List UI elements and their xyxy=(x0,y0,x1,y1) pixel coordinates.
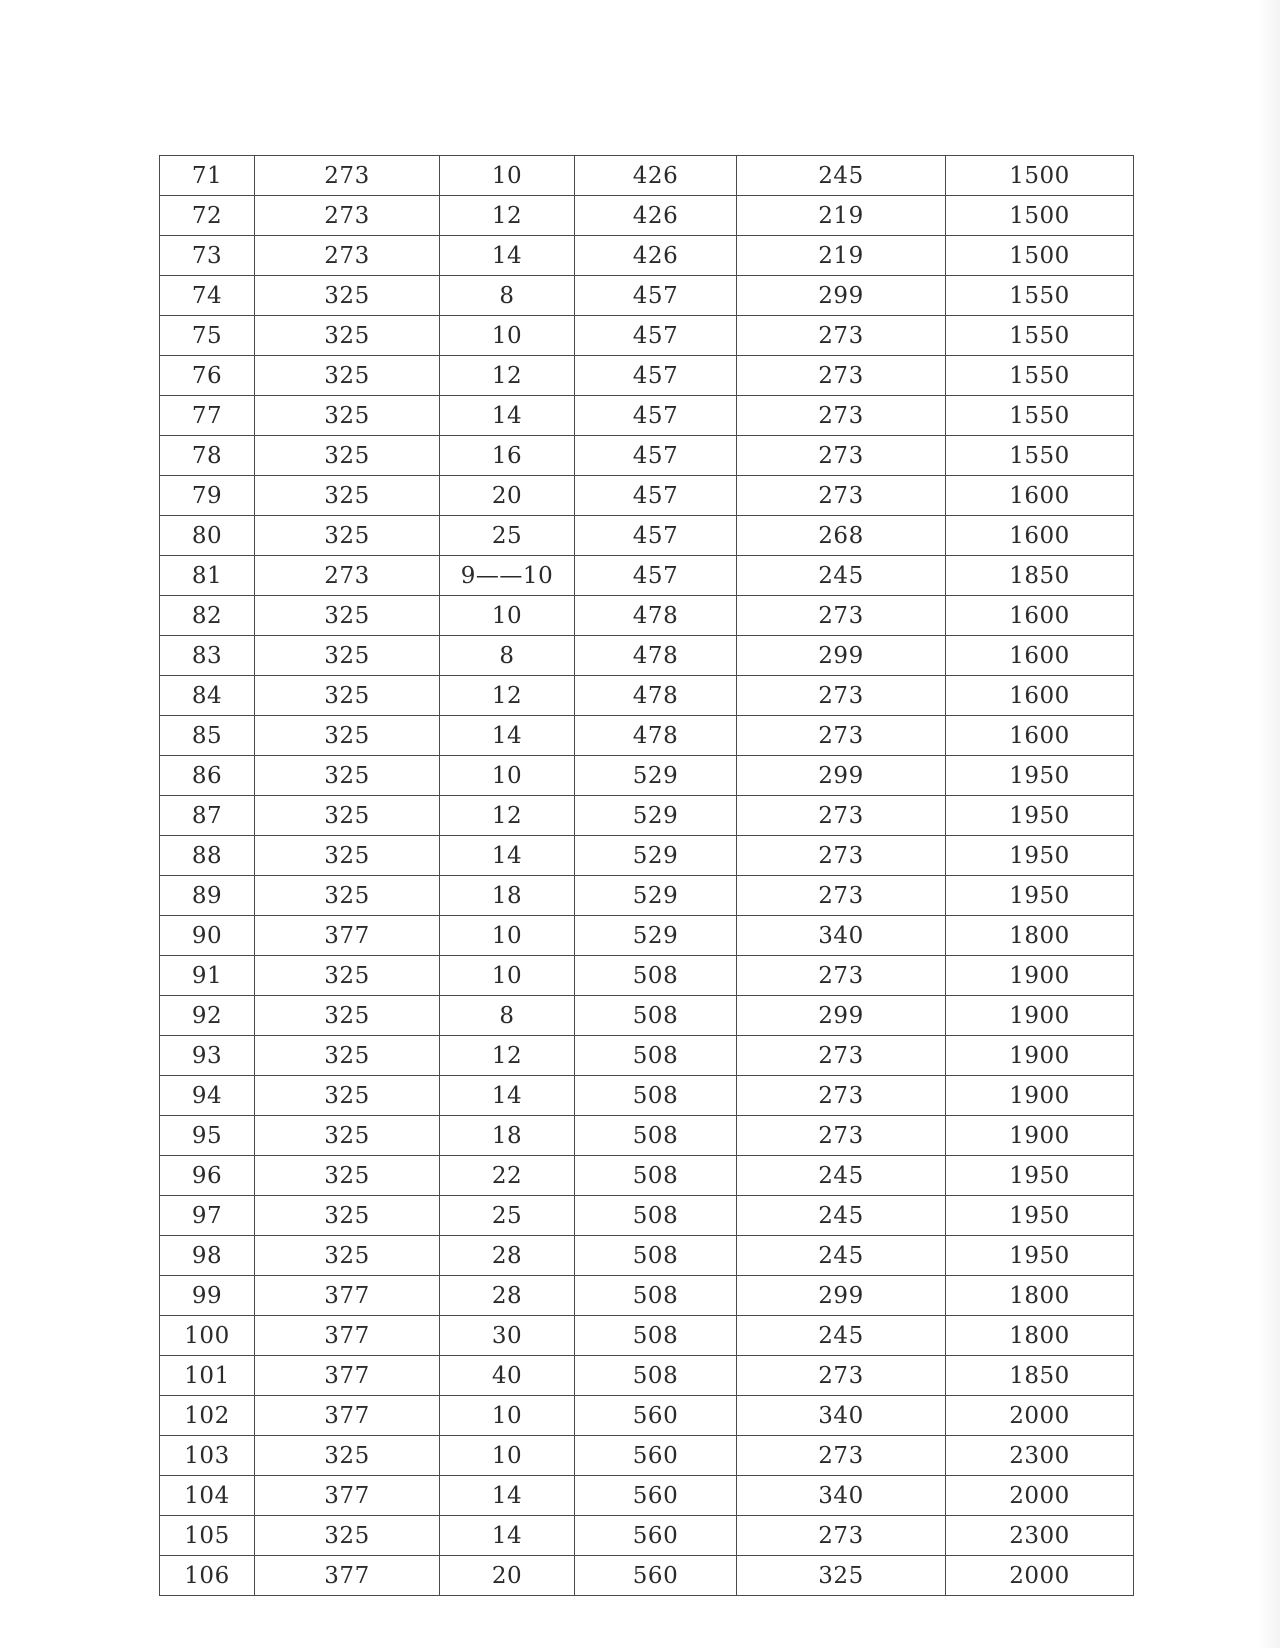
value-cell-col3: 12 xyxy=(440,196,575,236)
value-cell-col4: 478 xyxy=(575,636,737,676)
value-cell-col6: 1950 xyxy=(946,1196,1134,1236)
value-cell-col6: 1950 xyxy=(946,876,1134,916)
value-cell-col2: 325 xyxy=(255,276,440,316)
page-edge-shadow xyxy=(1258,0,1280,1648)
value-cell-col3: 12 xyxy=(440,796,575,836)
value-cell-col5: 273 xyxy=(737,1516,946,1556)
row-number-cell: 90 xyxy=(160,916,255,956)
value-cell-col3: 10 xyxy=(440,1396,575,1436)
value-cell-col3: 8 xyxy=(440,276,575,316)
value-cell-col3: 12 xyxy=(440,1036,575,1076)
value-cell-col5: 325 xyxy=(737,1556,946,1596)
row-number-cell: 81 xyxy=(160,556,255,596)
data-table xyxy=(159,155,1134,1596)
row-number-cell: 99 xyxy=(160,1276,255,1316)
table-row xyxy=(160,1436,1134,1476)
value-cell-col4: 529 xyxy=(575,836,737,876)
value-cell-col6: 1950 xyxy=(946,1156,1134,1196)
table-row xyxy=(160,636,1134,676)
value-cell-col4: 478 xyxy=(575,716,737,756)
value-cell-col2: 325 xyxy=(255,476,440,516)
row-number-cell: 100 xyxy=(160,1316,255,1356)
value-cell-col4: 508 xyxy=(575,1116,737,1156)
value-cell-col2: 325 xyxy=(255,1236,440,1276)
value-cell-col3: 14 xyxy=(440,1076,575,1116)
table-row xyxy=(160,476,1134,516)
value-cell-col2: 377 xyxy=(255,1396,440,1436)
table-row xyxy=(160,916,1134,956)
row-number-cell: 84 xyxy=(160,676,255,716)
value-cell-col6: 1550 xyxy=(946,316,1134,356)
value-cell-col3: 14 xyxy=(440,1476,575,1516)
value-cell-col4: 457 xyxy=(575,556,737,596)
value-cell-col6: 1600 xyxy=(946,716,1134,756)
value-cell-col5: 245 xyxy=(737,1236,946,1276)
value-cell-col5: 245 xyxy=(737,156,946,196)
value-cell-col4: 508 xyxy=(575,1036,737,1076)
value-cell-col2: 377 xyxy=(255,1556,440,1596)
value-cell-col6: 1800 xyxy=(946,1276,1134,1316)
row-number-cell: 92 xyxy=(160,996,255,1036)
value-cell-col4: 529 xyxy=(575,876,737,916)
value-cell-col3: 10 xyxy=(440,956,575,996)
value-cell-col5: 340 xyxy=(737,1476,946,1516)
value-cell-col6: 2300 xyxy=(946,1436,1134,1476)
row-number-cell: 76 xyxy=(160,356,255,396)
row-number-cell: 82 xyxy=(160,596,255,636)
value-cell-col6: 1550 xyxy=(946,396,1134,436)
row-number-cell: 94 xyxy=(160,1076,255,1116)
value-cell-col3: 25 xyxy=(440,516,575,556)
value-cell-col4: 457 xyxy=(575,316,737,356)
value-cell-col5: 273 xyxy=(737,1036,946,1076)
value-cell-col3: 10 xyxy=(440,156,575,196)
value-cell-col5: 245 xyxy=(737,1196,946,1236)
table-row xyxy=(160,1036,1134,1076)
value-cell-col3: 9——10 xyxy=(440,556,575,596)
row-number-cell: 78 xyxy=(160,436,255,476)
value-cell-col2: 377 xyxy=(255,916,440,956)
value-cell-col4: 560 xyxy=(575,1396,737,1436)
row-number-cell: 102 xyxy=(160,1396,255,1436)
value-cell-col2: 325 xyxy=(255,396,440,436)
value-cell-col6: 1950 xyxy=(946,1236,1134,1276)
value-cell-col3: 10 xyxy=(440,756,575,796)
value-cell-col5: 299 xyxy=(737,636,946,676)
value-cell-col5: 273 xyxy=(737,796,946,836)
value-cell-col5: 299 xyxy=(737,996,946,1036)
row-number-cell: 80 xyxy=(160,516,255,556)
row-number-cell: 105 xyxy=(160,1516,255,1556)
table-row xyxy=(160,1556,1134,1596)
row-number-cell: 103 xyxy=(160,1436,255,1476)
value-cell-col6: 1600 xyxy=(946,636,1134,676)
value-cell-col3: 12 xyxy=(440,676,575,716)
row-number-cell: 86 xyxy=(160,756,255,796)
value-cell-col4: 457 xyxy=(575,436,737,476)
value-cell-col6: 1600 xyxy=(946,676,1134,716)
table-row xyxy=(160,156,1134,196)
value-cell-col2: 325 xyxy=(255,356,440,396)
value-cell-col5: 245 xyxy=(737,1316,946,1356)
table-row xyxy=(160,956,1134,996)
value-cell-col4: 426 xyxy=(575,236,737,276)
row-number-cell: 71 xyxy=(160,156,255,196)
table-row xyxy=(160,316,1134,356)
value-cell-col2: 325 xyxy=(255,716,440,756)
table-row xyxy=(160,756,1134,796)
value-cell-col2: 325 xyxy=(255,436,440,476)
value-cell-col2: 325 xyxy=(255,956,440,996)
value-cell-col6: 1900 xyxy=(946,1116,1134,1156)
table-row xyxy=(160,1116,1134,1156)
row-number-cell: 73 xyxy=(160,236,255,276)
value-cell-col6: 1550 xyxy=(946,356,1134,396)
value-cell-col5: 273 xyxy=(737,1076,946,1116)
value-cell-col2: 325 xyxy=(255,1036,440,1076)
value-cell-col4: 529 xyxy=(575,916,737,956)
value-cell-col3: 30 xyxy=(440,1316,575,1356)
value-cell-col3: 28 xyxy=(440,1236,575,1276)
row-number-cell: 89 xyxy=(160,876,255,916)
value-cell-col5: 245 xyxy=(737,556,946,596)
table-row xyxy=(160,996,1134,1036)
table-row xyxy=(160,516,1134,556)
value-cell-col4: 426 xyxy=(575,196,737,236)
row-number-cell: 75 xyxy=(160,316,255,356)
value-cell-col2: 325 xyxy=(255,836,440,876)
row-number-cell: 106 xyxy=(160,1556,255,1596)
value-cell-col2: 325 xyxy=(255,676,440,716)
value-cell-col3: 25 xyxy=(440,1196,575,1236)
value-cell-col4: 457 xyxy=(575,476,737,516)
value-cell-col3: 28 xyxy=(440,1276,575,1316)
row-number-cell: 87 xyxy=(160,796,255,836)
value-cell-col3: 20 xyxy=(440,1556,575,1596)
value-cell-col6: 1950 xyxy=(946,836,1134,876)
value-cell-col5: 273 xyxy=(737,876,946,916)
table-row xyxy=(160,196,1134,236)
value-cell-col2: 325 xyxy=(255,1156,440,1196)
table-row xyxy=(160,836,1134,876)
value-cell-col2: 325 xyxy=(255,876,440,916)
row-number-cell: 72 xyxy=(160,196,255,236)
value-cell-col5: 273 xyxy=(737,676,946,716)
table-row xyxy=(160,1316,1134,1356)
value-cell-col5: 340 xyxy=(737,1396,946,1436)
value-cell-col5: 273 xyxy=(737,476,946,516)
value-cell-col3: 14 xyxy=(440,1516,575,1556)
value-cell-col3: 8 xyxy=(440,996,575,1036)
value-cell-col4: 457 xyxy=(575,396,737,436)
value-cell-col5: 219 xyxy=(737,236,946,276)
value-cell-col4: 426 xyxy=(575,156,737,196)
table-row xyxy=(160,1476,1134,1516)
value-cell-col6: 2300 xyxy=(946,1516,1134,1556)
table-row xyxy=(160,716,1134,756)
value-cell-col2: 325 xyxy=(255,1196,440,1236)
value-cell-col2: 325 xyxy=(255,1076,440,1116)
value-cell-col2: 325 xyxy=(255,796,440,836)
value-cell-col6: 1950 xyxy=(946,796,1134,836)
value-cell-col2: 325 xyxy=(255,596,440,636)
table-row xyxy=(160,436,1134,476)
value-cell-col5: 273 xyxy=(737,836,946,876)
value-cell-col6: 2000 xyxy=(946,1476,1134,1516)
table-body xyxy=(160,156,1134,1596)
value-cell-col2: 273 xyxy=(255,236,440,276)
value-cell-col4: 508 xyxy=(575,1276,737,1316)
value-cell-col3: 10 xyxy=(440,1436,575,1476)
table-row xyxy=(160,676,1134,716)
value-cell-col2: 377 xyxy=(255,1356,440,1396)
value-cell-col3: 16 xyxy=(440,436,575,476)
value-cell-col4: 529 xyxy=(575,796,737,836)
value-cell-col4: 508 xyxy=(575,1196,737,1236)
value-cell-col2: 325 xyxy=(255,756,440,796)
value-cell-col2: 325 xyxy=(255,636,440,676)
row-number-cell: 91 xyxy=(160,956,255,996)
value-cell-col3: 14 xyxy=(440,396,575,436)
value-cell-col3: 10 xyxy=(440,316,575,356)
value-cell-col3: 10 xyxy=(440,916,575,956)
value-cell-col3: 40 xyxy=(440,1356,575,1396)
value-cell-col3: 14 xyxy=(440,716,575,756)
value-cell-col4: 560 xyxy=(575,1476,737,1516)
value-cell-col5: 245 xyxy=(737,1156,946,1196)
value-cell-col6: 1550 xyxy=(946,276,1134,316)
value-cell-col3: 18 xyxy=(440,876,575,916)
value-cell-col5: 273 xyxy=(737,1356,946,1396)
value-cell-col6: 1900 xyxy=(946,956,1134,996)
value-cell-col2: 377 xyxy=(255,1476,440,1516)
value-cell-col6: 1900 xyxy=(946,996,1134,1036)
value-cell-col6: 1800 xyxy=(946,916,1134,956)
value-cell-col4: 560 xyxy=(575,1556,737,1596)
value-cell-col6: 1850 xyxy=(946,1356,1134,1396)
table-row xyxy=(160,356,1134,396)
row-number-cell: 85 xyxy=(160,716,255,756)
value-cell-col6: 1600 xyxy=(946,516,1134,556)
value-cell-col4: 508 xyxy=(575,1156,737,1196)
value-cell-col6: 1600 xyxy=(946,596,1134,636)
value-cell-col5: 340 xyxy=(737,916,946,956)
value-cell-col4: 508 xyxy=(575,1076,737,1116)
table-row xyxy=(160,796,1134,836)
row-number-cell: 104 xyxy=(160,1476,255,1516)
value-cell-col4: 457 xyxy=(575,516,737,556)
value-cell-col5: 299 xyxy=(737,756,946,796)
table-row xyxy=(160,236,1134,276)
value-cell-col2: 325 xyxy=(255,1116,440,1156)
value-cell-col2: 377 xyxy=(255,1316,440,1356)
value-cell-col6: 1800 xyxy=(946,1316,1134,1356)
table-row xyxy=(160,276,1134,316)
value-cell-col4: 457 xyxy=(575,356,737,396)
value-cell-col5: 273 xyxy=(737,1116,946,1156)
value-cell-col3: 22 xyxy=(440,1156,575,1196)
table-row xyxy=(160,596,1134,636)
row-number-cell: 93 xyxy=(160,1036,255,1076)
value-cell-col4: 508 xyxy=(575,1356,737,1396)
value-cell-col3: 18 xyxy=(440,1116,575,1156)
table-row xyxy=(160,396,1134,436)
row-number-cell: 95 xyxy=(160,1116,255,1156)
value-cell-col6: 1500 xyxy=(946,156,1134,196)
value-cell-col5: 273 xyxy=(737,356,946,396)
value-cell-col6: 1500 xyxy=(946,236,1134,276)
value-cell-col4: 478 xyxy=(575,676,737,716)
table-row xyxy=(160,1356,1134,1396)
value-cell-col6: 1850 xyxy=(946,556,1134,596)
value-cell-col3: 12 xyxy=(440,356,575,396)
value-cell-col6: 1500 xyxy=(946,196,1134,236)
value-cell-col2: 273 xyxy=(255,196,440,236)
value-cell-col5: 273 xyxy=(737,396,946,436)
value-cell-col5: 273 xyxy=(737,716,946,756)
table-row xyxy=(160,1236,1134,1276)
table-row xyxy=(160,1516,1134,1556)
value-cell-col6: 2000 xyxy=(946,1556,1134,1596)
value-cell-col5: 268 xyxy=(737,516,946,556)
row-number-cell: 96 xyxy=(160,1156,255,1196)
row-number-cell: 83 xyxy=(160,636,255,676)
value-cell-col4: 478 xyxy=(575,596,737,636)
value-cell-col5: 273 xyxy=(737,436,946,476)
value-cell-col5: 273 xyxy=(737,316,946,356)
value-cell-col6: 2000 xyxy=(946,1396,1134,1436)
value-cell-col4: 529 xyxy=(575,756,737,796)
value-cell-col2: 325 xyxy=(255,996,440,1036)
value-cell-col6: 1950 xyxy=(946,756,1134,796)
value-cell-col3: 14 xyxy=(440,836,575,876)
row-number-cell: 101 xyxy=(160,1356,255,1396)
value-cell-col3: 10 xyxy=(440,596,575,636)
table-row xyxy=(160,876,1134,916)
value-cell-col2: 325 xyxy=(255,1516,440,1556)
value-cell-col6: 1550 xyxy=(946,436,1134,476)
value-cell-col5: 299 xyxy=(737,1276,946,1316)
value-cell-col6: 1600 xyxy=(946,476,1134,516)
value-cell-col4: 508 xyxy=(575,996,737,1036)
value-cell-col4: 508 xyxy=(575,1316,737,1356)
value-cell-col3: 14 xyxy=(440,236,575,276)
row-number-cell: 98 xyxy=(160,1236,255,1276)
row-number-cell: 79 xyxy=(160,476,255,516)
table-row xyxy=(160,556,1134,596)
value-cell-col5: 273 xyxy=(737,596,946,636)
value-cell-col2: 325 xyxy=(255,516,440,556)
table-row xyxy=(160,1276,1134,1316)
row-number-cell: 97 xyxy=(160,1196,255,1236)
value-cell-col5: 219 xyxy=(737,196,946,236)
row-number-cell: 74 xyxy=(160,276,255,316)
value-cell-col5: 273 xyxy=(737,956,946,996)
table-row xyxy=(160,1196,1134,1236)
value-cell-col5: 299 xyxy=(737,276,946,316)
value-cell-col2: 325 xyxy=(255,1436,440,1476)
value-cell-col4: 457 xyxy=(575,276,737,316)
table-row xyxy=(160,1156,1134,1196)
value-cell-col6: 1900 xyxy=(946,1036,1134,1076)
value-cell-col5: 273 xyxy=(737,1436,946,1476)
table-row xyxy=(160,1076,1134,1116)
value-cell-col3: 8 xyxy=(440,636,575,676)
value-cell-col4: 560 xyxy=(575,1516,737,1556)
value-cell-col2: 273 xyxy=(255,156,440,196)
value-cell-col4: 560 xyxy=(575,1436,737,1476)
value-cell-col2: 377 xyxy=(255,1276,440,1316)
value-cell-col2: 273 xyxy=(255,556,440,596)
row-number-cell: 77 xyxy=(160,396,255,436)
row-number-cell: 88 xyxy=(160,836,255,876)
value-cell-col6: 1900 xyxy=(946,1076,1134,1116)
value-cell-col4: 508 xyxy=(575,1236,737,1276)
value-cell-col3: 20 xyxy=(440,476,575,516)
table-row xyxy=(160,1396,1134,1436)
value-cell-col4: 508 xyxy=(575,956,737,996)
value-cell-col2: 325 xyxy=(255,316,440,356)
